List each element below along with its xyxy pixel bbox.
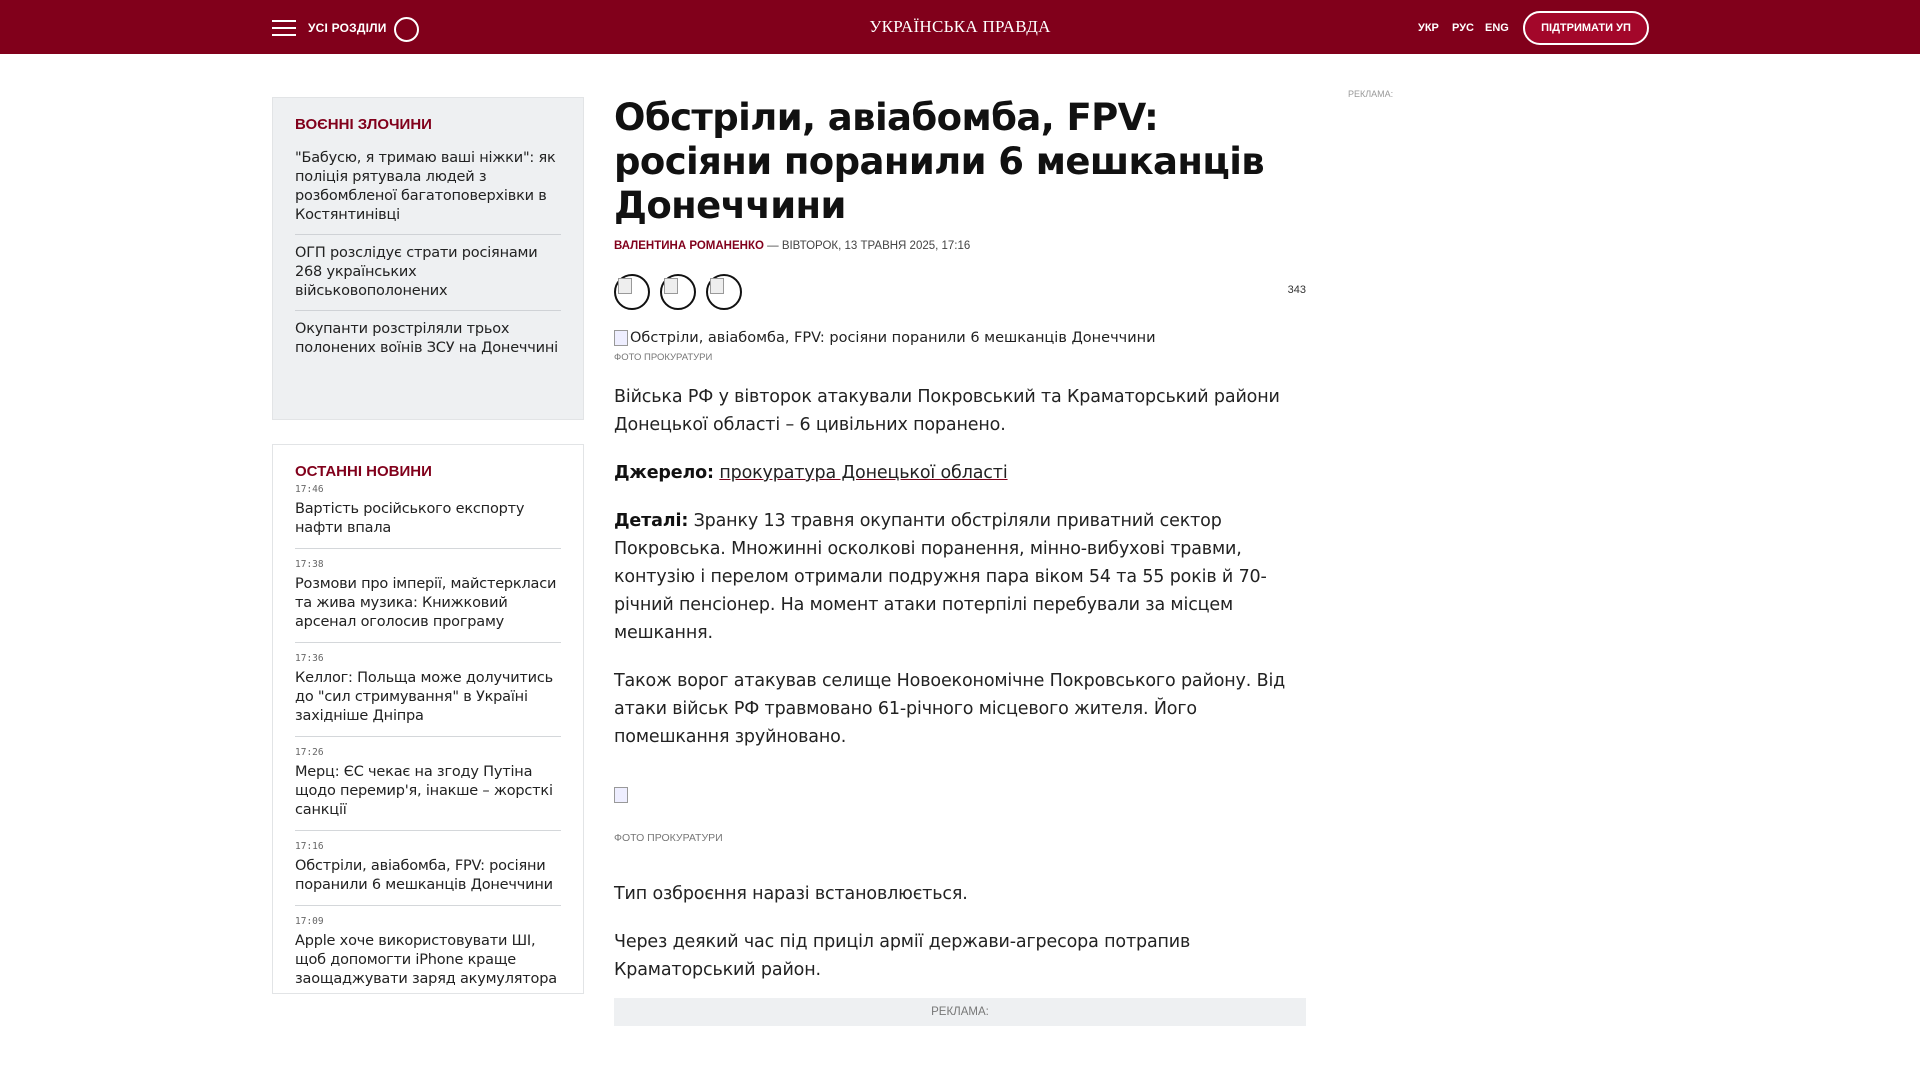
author-link[interactable]: ВАЛЕНТИНА РОМАНЕНКО (614, 240, 764, 252)
lang-eng[interactable]: ENG (1485, 22, 1509, 34)
support-button[interactable]: ПІДТРИМАТИ УП (1523, 11, 1649, 45)
details-text: Зранку 13 травня окупанти обстріляли приватний сектор Покровська. Множинні осколкові поранення, мінно-вибухові травми, контузію і перелом отримали подружня пара віком 54 та 55 років й 70-річний пенсіонер. На момент атаки потерпілі перебували за місцем мешкання. (614, 511, 1267, 643)
site-logo-text[interactable]: УКРАЇНСЬКА ПРАВДА (869, 17, 1051, 36)
broken-image-icon (614, 787, 628, 803)
article-main-image (614, 330, 1306, 346)
article-paragraph: Через деякий час під приціл армії держави-агресора потрапив Краматорський район. (614, 932, 1191, 980)
facebook-share-icon[interactable] (614, 274, 650, 310)
article-title: Обстріли, авіабомба, FPV: росіяни поранили 6 мешканців Донеччини (614, 96, 1265, 227)
list-item[interactable]: "Бабусю, я тримаю ваші ніжки": як поліція рятувала людей з розбомбленої багатоповерхівки в Костянтинівці (295, 149, 561, 235)
search-icon[interactable] (394, 17, 419, 42)
news-time: 17:46 (295, 484, 324, 495)
lang-rus[interactable]: РУС (1452, 22, 1474, 34)
news-time: 17:16 (295, 841, 324, 852)
list-item[interactable] (295, 484, 561, 549)
source-link[interactable]: прокуратура Донецької області (719, 463, 1008, 483)
news-title[interactable]: Келлог: Польща може долучитись до "сил стримування" в Україні західніше Дніпра (295, 670, 554, 724)
article-second-image (614, 787, 1306, 808)
twitter-share-icon[interactable] (660, 274, 696, 310)
article-lead: Війська РФ у вівторок атакували Покровський та Краматорський райони Донецької області – 6 цивільних поранено. (614, 387, 1280, 435)
list-item[interactable] (295, 559, 561, 643)
all-sections-link[interactable]: УСІ РОЗДІЛИ (308, 21, 387, 35)
news-title[interactable]: Apple хоче використовувати ШІ, щоб допомогти iPhone краще заощаджувати заряд акумулятора (295, 933, 557, 987)
top-header (0, 0, 1920, 54)
news-time: 17:38 (295, 559, 324, 570)
news-time: 17:09 (295, 916, 324, 927)
news-time: 17:36 (295, 653, 324, 664)
meta-separator: — (763, 240, 782, 252)
latest-news-title[interactable]: ОСТАННІ НОВИНИ (295, 463, 432, 480)
list-item[interactable]: ОГП розслідує страти росіянами 268 українських військовополонених (295, 244, 561, 311)
share-bar (614, 274, 1306, 310)
news-title[interactable]: Мерц: ЄС чекає на згоду Путіна щодо перемир'я, інакше – жорсткі санкції (295, 764, 553, 818)
list-item[interactable]: Окупанти розстріляли трьох полонених воїнів ЗСУ на Донеччині (295, 321, 559, 356)
details-label: Деталі: (614, 511, 689, 531)
latest-news-box (272, 444, 584, 994)
war-crimes-box (272, 97, 584, 420)
menu-icon[interactable] (272, 20, 296, 36)
article (614, 96, 1306, 1026)
article-meta (614, 240, 1306, 252)
article-date: ВІВТОРОК, 13 ТРАВНЯ 2025, 17:16 (781, 240, 971, 252)
news-title[interactable]: Вартість російського експорту нафти впала (295, 501, 525, 536)
ad-label: РЕКЛАМА: (1348, 89, 1394, 99)
image-alt-text: Обстріли, авіабомба, FPV: росіяни поранили 6 мешканців Донеччини (630, 330, 1156, 346)
article-details (614, 507, 1306, 647)
list-item[interactable] (295, 841, 561, 906)
news-time: 17:26 (295, 747, 324, 758)
article-paragraph: Тип озброєння наразі встановлюється. (614, 884, 968, 904)
image-caption: ФОТО ПРОКУРАТУРИ (614, 352, 713, 363)
view-count: 343 (1287, 284, 1306, 296)
image-caption: ФОТО ПРОКУРАТУРИ (614, 832, 723, 844)
broken-image-icon (614, 330, 628, 346)
lang-ukr[interactable]: УКР (1418, 22, 1439, 34)
article-paragraph: Також ворог атакував селище Новоекономічне Покровського району. Від атаки військ РФ травмовано 61-річного місцевого жителя. Його помешкання зруйновано. (614, 671, 1286, 747)
list-item[interactable] (295, 747, 561, 831)
article-source (614, 459, 1306, 487)
war-crimes-title[interactable]: ВОЄННІ ЗЛОЧИНИ (295, 116, 432, 133)
list-item[interactable] (295, 916, 561, 994)
news-title[interactable]: Обстріли, авіабомба, FPV: росіяни поранили 6 мешканців Донеччини (295, 858, 553, 893)
ad-banner[interactable]: РЕКЛАМА: (614, 998, 1306, 1026)
list-item[interactable] (295, 653, 561, 737)
telegram-share-icon[interactable] (706, 274, 742, 310)
news-title[interactable]: Розмови про імперії, майстеркласи та жива музика: Книжковий арсенал оголосив програму (295, 576, 557, 630)
source-label: Джерело: (614, 463, 714, 483)
